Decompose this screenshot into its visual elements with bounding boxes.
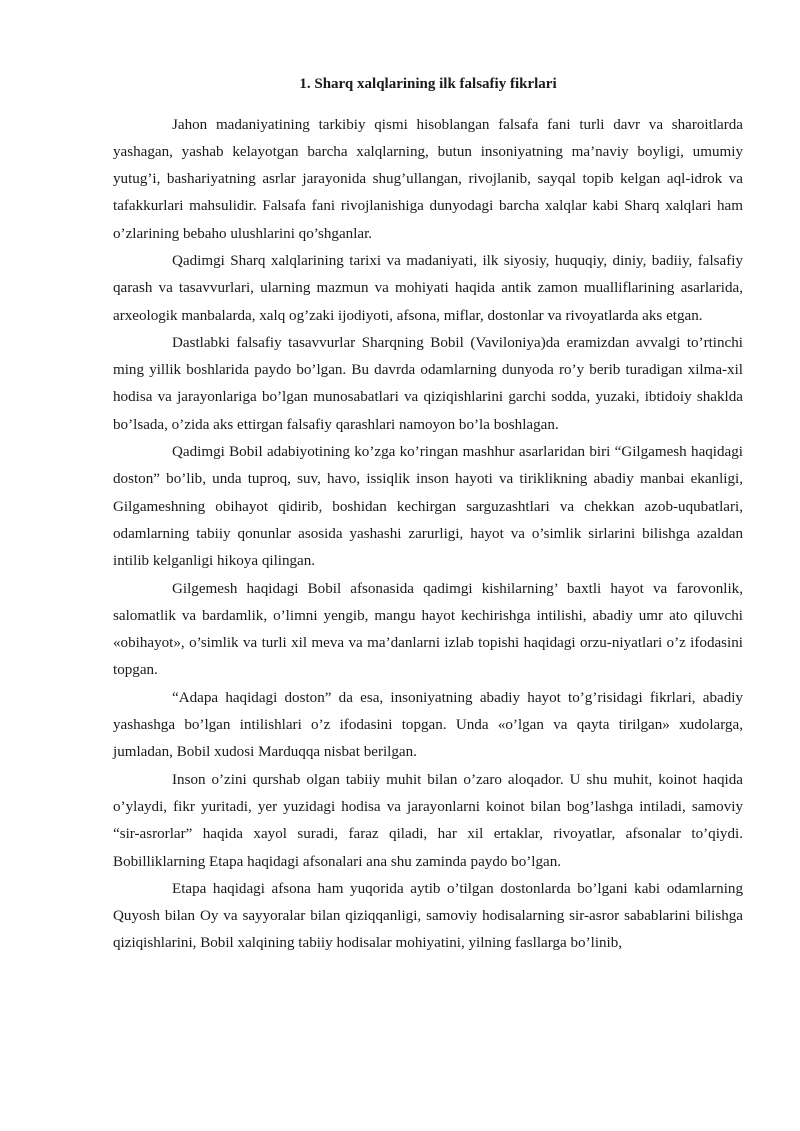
section-title: 1. Sharq xalqlarining ilk falsafiy fikrlari <box>299 76 557 92</box>
body-text <box>113 112 743 958</box>
paragraph: Gilgemesh haqidagi Bobil afsonasida qadimgi kishilarning’ baxtli hayot va farovonlik, salomatlik va bardamlik, o’limni yengib, mangu hayot kechirishga intilishi, abadiy umr ato qiluvchi «obihayot», o’simlik va turli xil meva va ma’danlarni izlab topishi haqidagi orzu-niyatlari o’z ifodasini topgan. <box>113 580 743 679</box>
paragraph: Qadimgi Bobil adabiyotining ko’zga ko’ringan mashhur asarlaridan biri “Gilgamesh haqidagi doston” bo’lib, unda tuproq, suv, havo, issiqlik inson hayoti va tiriklikning abadiy manbai ekanligi, Gilgameshning obihayot qidirib, boshidan kechirgan sarguzashtlari va chekkan azob-uqubatlari, odamlarning tabiiy qonunlar asosida yashashi zarurligi, hayot va o’simlik sirlarini bilishga azaldan intilib kelganligi hikoya qilingan. <box>113 444 743 570</box>
paragraph: Inson o’zini qurshab olgan tabiiy muhit bilan o’zaro aloqador. U shu muhit, koinot haqida o’ylaydi, fikr yuritadi, yer yuzidagi hodisa va jarayonlarni koinot bilan bog’lashga intiladi, samoviy “sir-asrorlar” haqida xayol suradi, faraz qiladi, har xil ertaklar, rivoyatlar, afsonalar to’qiydi. Bobilliklarning Etapa haqidagi afsonalari ana shu zaminda paydo bo’lgan. <box>113 771 743 870</box>
paragraph: Qadimgi Sharq xalqlarining tarixi va madaniyati, ilk siyosiy, huquqiy, diniy, badiiy, falsafiy qarash va tasavvurlari, ularning mazmun va mohiyati haqida antik zamon mualliflarining asarlarida, arxeologik manbalarda, xalq og’zaki ijodiyoti, afsona, miflar, dostonlar va rivoyatlarda aks etgan. <box>113 252 743 324</box>
paragraph: Dastlabki falsafiy tasavvurlar Sharqning Bobil (Vaviloniya)da eramizdan avvalgi to’rtinchi ming yillik boshlarida paydo bo’lgan. Bu davrda odamlarning dunyoda ro’y berib turadigan xilma-xil hodisa va jarayonlariga bo’lgan munosabatlari va qiziqishlarini garchi sodda, yuzaki, ibtidoiy shaklda bo’lsada, o’zida aks ettirgan falsafiy qarashlari namoyon bo’la boshlagan. <box>113 334 743 433</box>
paragraph: Etapa haqidagi afsona ham yuqorida aytib o’tilgan dostonlarda bo’lgani kabi odamlarning Quyosh bilan Oy va sayyoralar bilan qiziqqanligi, samoviy hodisalarning sir-asror sabablarini bilishga qiziqishlarini, Bobil xalqining tabiiy hodisalar mohiyatini, yilning fasllarga bo’linib, <box>113 880 743 952</box>
paragraph: Jahon madaniyatining tarkibiy qismi hisoblangan falsafa fani turli davr va sharoitlarda yashagan, yashab kelayotgan barcha xalqlarning, butun insoniyatning ma’naviy boyligi, umumiy yutug’i, bashariyatning asrlar jarayonida shug’ullangan, rivojlanib, sayqal topib kelgan aql-idrok va tafakkurlari mahsulidir. Falsafa fani rivojlanishiga dunyodagi barcha xalqlar kabi Sharq xalqlari ham o’zlarining bebaho ulushlarini qo’shganlar. <box>113 116 743 242</box>
paragraph: “Adapa haqidagi doston” da esa, insoniyatning abadiy hayot to’g’risidagi fikrlari, abadiy yashashga bo’lgan intilishlari o’z ifodasini topgan. Unda «o’lgan va qayta tirilgan» xudolarga, jumladan, Bobil xudosi Marduqqa nisbat berilgan. <box>113 689 743 761</box>
